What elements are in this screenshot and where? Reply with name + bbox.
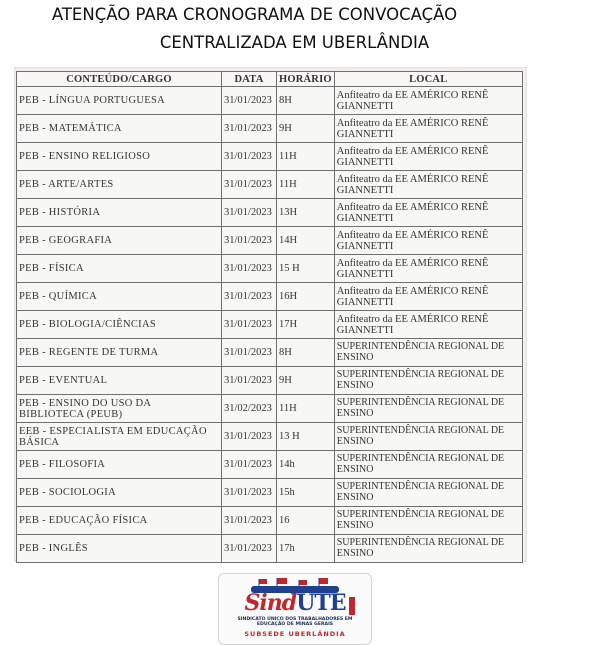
- cell-horario: 8H: [277, 87, 335, 115]
- cell-local: SUPERINTENDÊNCIA REGIONAL DE ENSINO: [334, 507, 522, 535]
- cell-cargo: PEB - MATEMÁTICA: [17, 115, 222, 143]
- cell-horario: 9H: [277, 115, 335, 143]
- table-row: [17, 255, 523, 283]
- cell-data: 31/01/2023: [222, 171, 277, 199]
- table-header-row: [17, 72, 523, 87]
- cell-horario: 13 H: [277, 423, 335, 451]
- cell-data: 31/01/2023: [222, 451, 277, 479]
- table-row: [17, 395, 523, 423]
- cell-horario: 15 H: [277, 255, 335, 283]
- cell-horario: 17H: [277, 311, 335, 339]
- cell-local: SUPERINTENDÊNCIA REGIONAL DE ENSINO: [334, 479, 522, 507]
- cell-cargo: PEB - EVENTUAL: [17, 367, 222, 395]
- schedule-table: [16, 71, 523, 563]
- cell-cargo: PEB - ENSINO RELIGIOSO: [17, 143, 222, 171]
- cell-data: 31/01/2023: [222, 87, 277, 115]
- table-row: [17, 283, 523, 311]
- cell-local: SUPERINTENDÊNCIA REGIONAL DE ENSINO: [334, 395, 522, 423]
- cell-cargo: PEB - INGLÊS: [17, 535, 222, 563]
- table-row: [17, 339, 523, 367]
- cell-cargo: PEB - REGENTE DE TURMA: [17, 339, 222, 367]
- cell-data: 31/01/2023: [222, 283, 277, 311]
- table-row: [17, 227, 523, 255]
- cell-local: Anfiteatro da EE AMÉRICO RENÊ GIANNETTI: [334, 255, 522, 283]
- cell-cargo: PEB - LÍNGUA PORTUGUESA: [17, 87, 222, 115]
- cell-cargo: PEB - HISTÓRIA: [17, 199, 222, 227]
- cell-horario: 9H: [277, 367, 335, 395]
- cell-local: SUPERINTENDÊNCIA REGIONAL DE ENSINO: [334, 535, 522, 563]
- table-row: [17, 171, 523, 199]
- logo-side-tag: [349, 597, 355, 615]
- header-horario: HORÁRIO: [277, 72, 335, 87]
- sindute-logo: [218, 573, 372, 645]
- cell-local: Anfiteatro da EE AMÉRICO RENÊ GIANNETTI: [334, 143, 522, 171]
- cell-local: Anfiteatro da EE AMÉRICO RENÊ GIANNETTI: [334, 283, 522, 311]
- cell-horario: 17h: [277, 535, 335, 563]
- cell-local: Anfiteatro da EE AMÉRICO RENÊ GIANNETTI: [334, 171, 522, 199]
- cell-data: 31/01/2023: [222, 423, 277, 451]
- logo-subsede: SUBSEDE UBERLÂNDIA: [244, 630, 346, 638]
- cell-local: Anfiteatro da EE AMÉRICO RENÊ GIANNETTI: [334, 87, 522, 115]
- table-row: [17, 115, 523, 143]
- table-row: [17, 535, 523, 563]
- cell-horario: 16H: [277, 283, 335, 311]
- logo-brand: [234, 591, 356, 615]
- cell-horario: 15h: [277, 479, 335, 507]
- cell-local: SUPERINTENDÊNCIA REGIONAL DE ENSINO: [334, 451, 522, 479]
- cell-horario: 16: [277, 507, 335, 535]
- cell-cargo: PEB - FÍSICA: [17, 255, 222, 283]
- logo-brand-ute: UTE: [296, 590, 346, 616]
- cell-local: Anfiteatro da EE AMÉRICO RENÊ GIANNETTI: [334, 311, 522, 339]
- cell-local: SUPERINTENDÊNCIA REGIONAL DE ENSINO: [334, 339, 522, 367]
- cell-cargo: PEB - GEOGRAFIA: [17, 227, 222, 255]
- cell-data: 31/01/2023: [222, 339, 277, 367]
- logo-brand-sind: Sind: [244, 590, 297, 616]
- cell-data: 31/01/2023: [222, 255, 277, 283]
- table-row: [17, 367, 523, 395]
- cell-data: 31/01/2023: [222, 311, 277, 339]
- cell-cargo: EEB - ESPECIALISTA EM EDUCAÇÃO BÁSICA: [17, 423, 222, 451]
- cell-cargo: PEB - EDUCAÇÃO FÍSICA: [17, 507, 222, 535]
- page-subtitle: CENTRALIZADA EM UBERLÂNDIA: [159, 33, 430, 52]
- cell-data: 31/01/2023: [222, 535, 277, 563]
- table-row: [17, 199, 523, 227]
- header-data: DATA: [222, 72, 277, 87]
- cell-data: 31/01/2023: [222, 143, 277, 171]
- cell-local: Anfiteatro da EE AMÉRICO RENÊ GIANNETTI: [334, 227, 522, 255]
- table-row: [17, 423, 523, 451]
- table-row: [17, 451, 523, 479]
- cell-data: 31/01/2023: [222, 479, 277, 507]
- cell-horario: 13H: [277, 199, 335, 227]
- cell-data: 31/01/2023: [222, 199, 277, 227]
- cell-cargo: PEB - SOCIOLOGIA: [17, 479, 222, 507]
- header-local: LOCAL: [334, 72, 522, 87]
- cell-data: 31/02/2023: [222, 395, 277, 423]
- table-row: [17, 479, 523, 507]
- cell-data: 31/01/2023: [222, 115, 277, 143]
- cell-local: SUPERINTENDÊNCIA REGIONAL DE ENSINO: [334, 423, 522, 451]
- cell-local: Anfiteatro da EE AMÉRICO RENÊ GIANNETTI: [334, 115, 522, 143]
- header-cargo: CONTEÚDO/CARGO: [17, 72, 222, 87]
- table-row: [17, 311, 523, 339]
- cell-cargo: PEB - FILOSOFIA: [17, 451, 222, 479]
- cell-cargo: PEB - ARTE/ARTES: [17, 171, 222, 199]
- cell-horario: 11H: [277, 395, 335, 423]
- cell-horario: 14h: [277, 451, 335, 479]
- cell-horario: 11H: [277, 171, 335, 199]
- cell-data: 31/01/2023: [222, 227, 277, 255]
- page-title: ATENÇÃO PARA CRONOGRAMA DE CONVOCAÇÃO: [51, 5, 458, 24]
- cell-data: 31/01/2023: [222, 367, 277, 395]
- cell-local: SUPERINTENDÊNCIA REGIONAL DE ENSINO: [334, 367, 522, 395]
- table-row: [17, 507, 523, 535]
- cell-cargo: PEB - ENSINO DO USO DA BIBLIOTECA (PEUB): [17, 395, 222, 423]
- cell-horario: 14H: [277, 227, 335, 255]
- cell-data: 31/01/2023: [222, 507, 277, 535]
- cell-local: Anfiteatro da EE AMÉRICO RENÊ GIANNETTI: [334, 199, 522, 227]
- logo-subtitle: SINDICATO ÚNICO DOS TRABALHADORES EM EDUCAÇÃO DE MINAS GERAIS: [237, 617, 353, 628]
- table-row: [17, 143, 523, 171]
- cell-horario: 11H: [277, 143, 335, 171]
- cell-horario: 8H: [277, 339, 335, 367]
- cell-cargo: PEB - QUÍMICA: [17, 283, 222, 311]
- cell-cargo: PEB - BIOLOGIA/CIÊNCIAS: [17, 311, 222, 339]
- table-row: [17, 87, 523, 115]
